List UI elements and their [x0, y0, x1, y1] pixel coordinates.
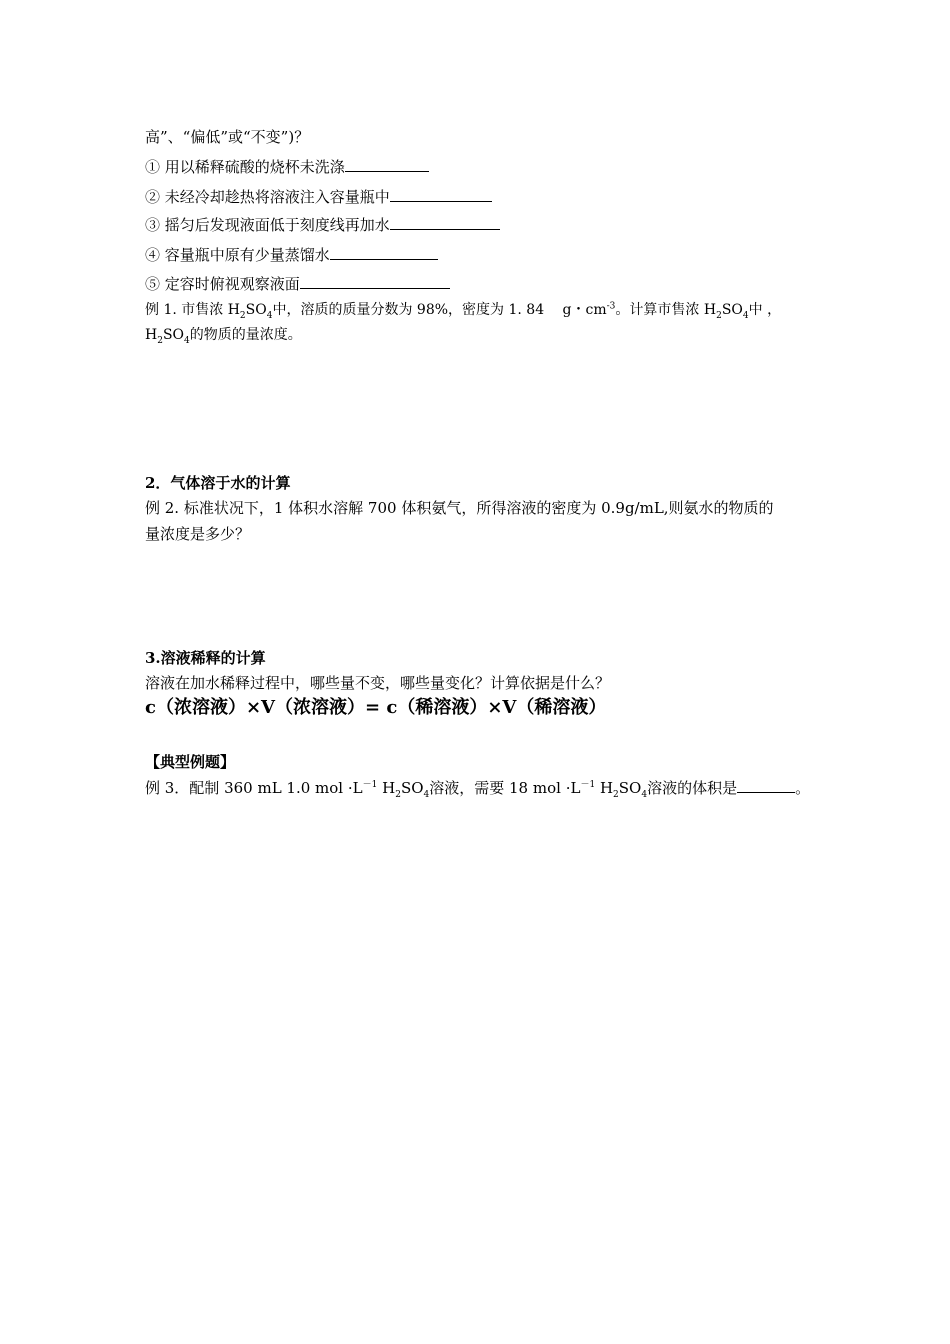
error-number: ④: [145, 246, 161, 264]
example-1-line-2: [145, 325, 302, 345]
example-3-text: 溶液的体积是: [647, 779, 738, 797]
error-text: 摇匀后发现液面低于刻度线再加水: [164, 216, 390, 234]
error-number: ③: [145, 216, 161, 234]
subscript: 2: [157, 335, 163, 346]
error-text: 用以稀释硫酸的烧杯未洗涤: [164, 158, 345, 176]
subscript: 4: [266, 310, 273, 321]
subscript: 4: [423, 790, 430, 800]
example-3-text: 例 3．配制 360 mL 1.0 mol ·L: [145, 779, 363, 797]
error-number: ②: [145, 188, 161, 206]
subscript: 4: [641, 790, 648, 800]
example-1-text: 。计算市售浓 H: [615, 302, 717, 318]
subscript: 2: [395, 790, 401, 800]
example-1-text: 的物质的量浓度。: [189, 327, 302, 343]
superscript: －1: [580, 780, 596, 790]
answer-blank[interactable]: [390, 187, 492, 202]
example-1-text: 例 1. 市售浓 H: [145, 302, 240, 318]
subscript: 2: [239, 310, 246, 321]
example-1-text: SO: [245, 302, 267, 318]
example-3-text: 溶液，需要 18 mol ·L: [429, 779, 581, 797]
error-item-1: [145, 157, 429, 177]
example-2-line-2: 量浓度是多少？: [145, 525, 251, 543]
example-2-line-1: 例 2. 标准状况下，1 体积水溶解 700 体积氨气，所得溶液的密度为 0.9g/mL,则氨水的物质的: [145, 499, 774, 517]
example-1-line-1: [145, 300, 781, 320]
intro-tail: 高”、“偏低”或“不变”)？: [145, 128, 310, 146]
example-3-line: [145, 778, 810, 798]
example-3-text: SO: [400, 779, 424, 797]
error-number: ①: [145, 158, 161, 176]
error-item-4: [145, 245, 438, 265]
subscript: 2: [716, 310, 722, 321]
example-1-text: SO: [721, 302, 743, 318]
error-item-3: [145, 215, 500, 235]
subscript: 4: [184, 335, 190, 346]
superscript: -3: [606, 301, 616, 312]
example-1-text: 中，溶质的质量分数为 98%，密度为 1. 84 g・cm: [272, 302, 607, 318]
error-text: 未经冷却趁热将溶液注入容量瓶中: [164, 188, 390, 206]
subscript: 4: [742, 310, 749, 321]
example-3-text: H: [377, 779, 396, 797]
error-text: 定容时俯视观察液面: [164, 275, 300, 293]
dilution-formula: c（浓溶液）×V（浓溶液）= c（稀溶液）×V（稀溶液）: [145, 697, 607, 718]
example-1-text: H: [145, 327, 158, 343]
error-text: 容量瓶中原有少量蒸馏水: [164, 246, 330, 264]
example-3-text: SO: [618, 779, 642, 797]
example-3-text: 。: [795, 779, 811, 797]
answer-blank[interactable]: [330, 245, 438, 260]
answer-blank[interactable]: [390, 215, 500, 230]
error-item-5: [145, 274, 450, 294]
error-number: ⑤: [145, 275, 161, 293]
section-3-heading: 3.溶液稀释的计算: [145, 649, 266, 667]
section-3-question: 溶液在加水稀释过程中，哪些量不变，哪些量变化？计算依据是什么？: [145, 674, 611, 692]
example-3-text: H: [595, 779, 614, 797]
section-2-heading: 2．气体溶于水的计算: [145, 474, 291, 492]
error-item-2: [145, 187, 492, 207]
answer-blank[interactable]: [345, 157, 429, 172]
superscript: －1: [362, 780, 378, 790]
typical-examples-heading: 【典型例题】: [145, 753, 236, 771]
example-1-text: SO: [162, 327, 185, 343]
answer-blank[interactable]: [737, 778, 795, 793]
example-1-text: 中 ，: [748, 302, 782, 318]
answer-blank[interactable]: [300, 274, 450, 289]
subscript: 2: [613, 790, 619, 800]
